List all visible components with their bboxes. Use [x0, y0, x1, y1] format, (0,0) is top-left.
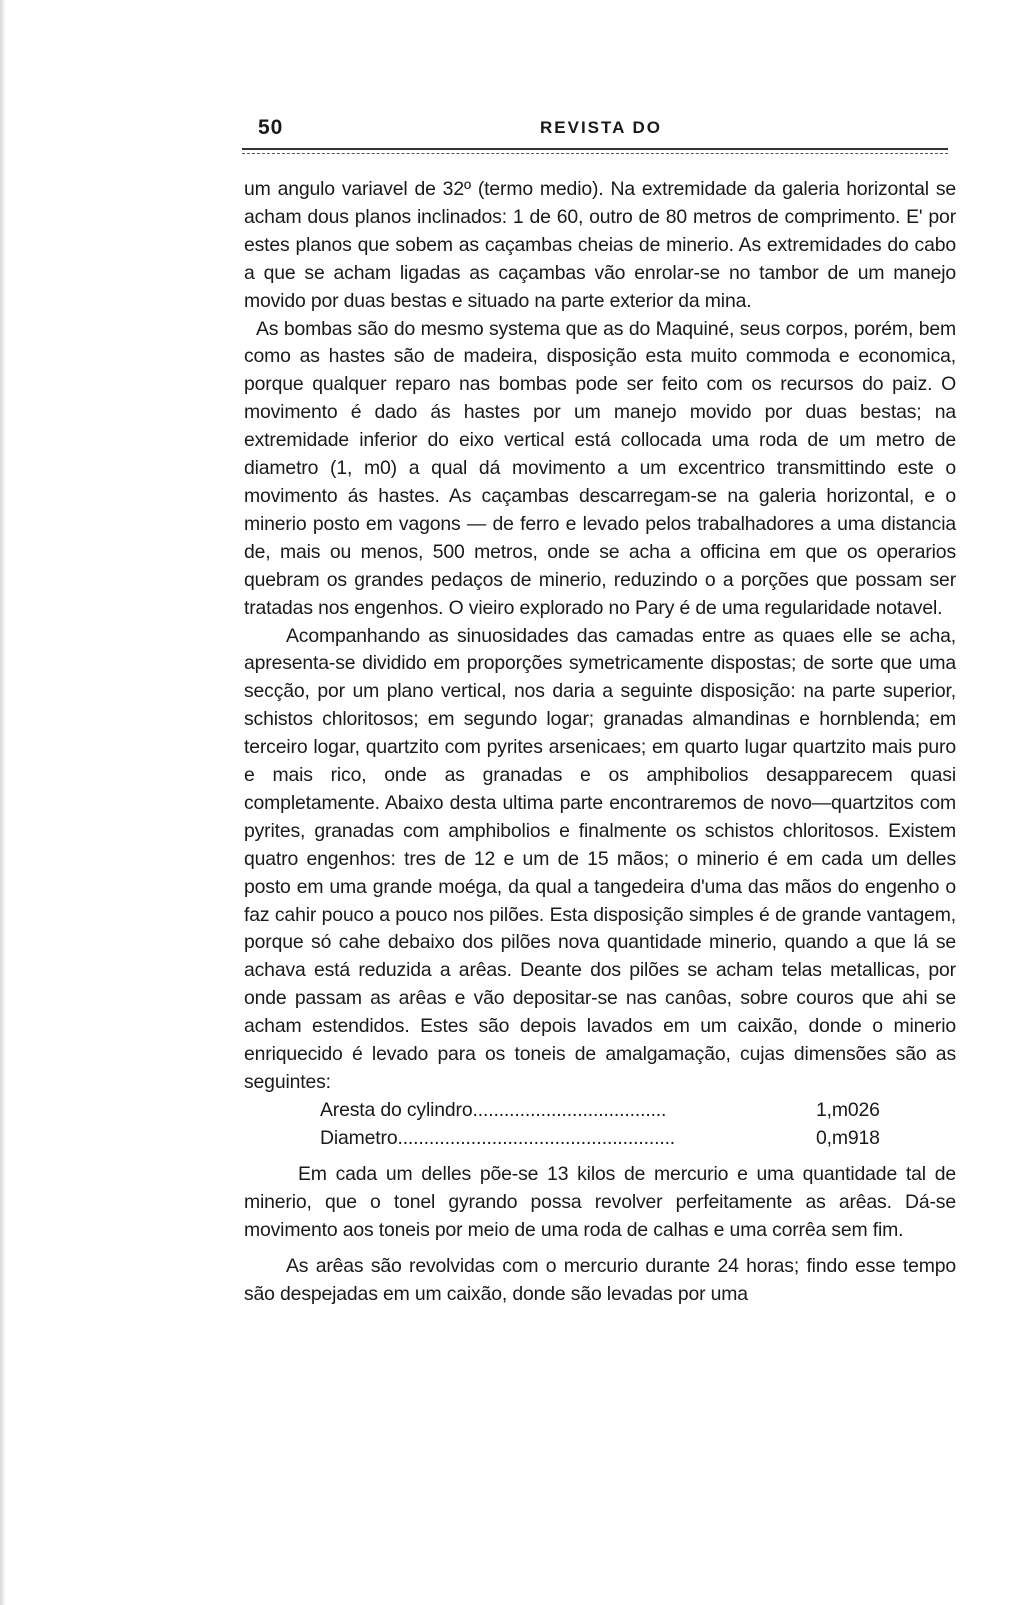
dimension-value: 0,m918	[816, 1126, 880, 1149]
dimension-value: 1,m026	[816, 1098, 880, 1121]
running-title: REVISTA DO	[540, 118, 663, 137]
dimension-label: Diametro.....................................................	[320, 1126, 676, 1149]
page-header	[258, 116, 948, 150]
dimension-label: Aresta do cylindro.....................................	[320, 1098, 667, 1121]
table-row	[320, 1097, 906, 1125]
body-text	[244, 176, 956, 1308]
table-row	[320, 1125, 906, 1153]
paragraph-continuation: um angulo variavel de 32º (termo medio). Na extremidade da galeria horizontal se acham dous planos inclinados: 1 de 60, outro de 80 metros de comprimento. E' por estes planos que sobem as caçambas cheias de minerio. As extremidades do cabo a que se acham ligadas as caçambas vão enrolar-se no tambor de um manejo movido por duas bestas e situado na parte exterior da mina.	[244, 178, 956, 312]
dimensions-table	[244, 1097, 956, 1153]
paragraph-areas: As arêas são revolvidas com o mercurio durante 24 horas; findo esse tempo são despejadas em um caixão, donde são levadas por uma	[244, 1254, 956, 1305]
paragraph-acompanhando: Acompanhando as sinuosidades das camadas entre as quaes elle se acha, apresenta-se dividido em proporções symetricamente dispostas; de sorte que uma secção, por um plano vertical, nos daria a seguinte disposição: na parte superior, schistos chloritosos; em segundo logar; granadas almandinas e hornblenda; em terceiro logar, quartzito com pyrites arsenicaes; em quarto lugar quartzito mais puro e mais rico, onde as granadas e os amphibolios desapparecem quasi completamente. Abaixo desta ultima parte encontraremos de novo—quartzitos com pyrites, granadas com amphibolios e finalmente os schistos chloritosos. Existem quatro engenhos: tres de 12 e um de 15 mãos; o minerio é em cada um delles posto em uma grande moéga, da qual a tangedeira d'uma das mãos do engenho o faz cahir pouco a pouco nos pilões. Esta disposição simples é de grande vantagem, porque só cahe debaixo dos pilões nova quantidade minerio, quando a que lá se achava está reduzida a arêas. Deante dos pilões se acham telas metallicas, por onde passam as arêas e vão depositar-se nas canôas, sobre couros que ahi se acham estendidos. Estes são depois lavados em um caixão, donde o minerio enriquecido é levado para os toneis de amalgamação, cujas dimensões são as seguintes:	[244, 624, 956, 1093]
scan-edge	[0, 0, 6, 1605]
page-number: 50	[258, 116, 284, 139]
paragraph-bombas: As bombas são do mesmo systema que as do Maquiné, seus corpos, porém, bem como as hastes são de madeira, disposição esta muito commoda e economica, porque qualquer reparo nas bombas pode ser feito com os recursos do paiz. O movimento é dado ás hastes por um manejo movido por duas bestas; na extremidade inferior do eixo vertical está collocada uma roda de um metro de diametro (1, m0) a qual dá movimento a um excentrico transmittindo este o movimento ás hastes. As caçambas descarregam-se na galeria horizontal, e o minerio posto em vagons — de ferro e levado pelos trabalhadores a uma distancia de, mais ou menos, 500 metros, onde se acha a officina em que os operarios quebram os grandes pedaços de minerio, reduzindo o a porções que possam ser tratadas nos engenhos. O vieiro explorado no Pary é de uma regularidade notavel.	[244, 317, 956, 619]
paragraph-mercurio: Em cada um delles põe-se 13 kilos de mercurio e uma quantidade tal de minerio, que o tonel gyrando possa revolver perfeitamente as arêas. Dá-se movimento aos toneis por meio de uma roda de calhas e uma corrêa sem fim.	[244, 1162, 956, 1241]
header-rule	[242, 148, 948, 154]
